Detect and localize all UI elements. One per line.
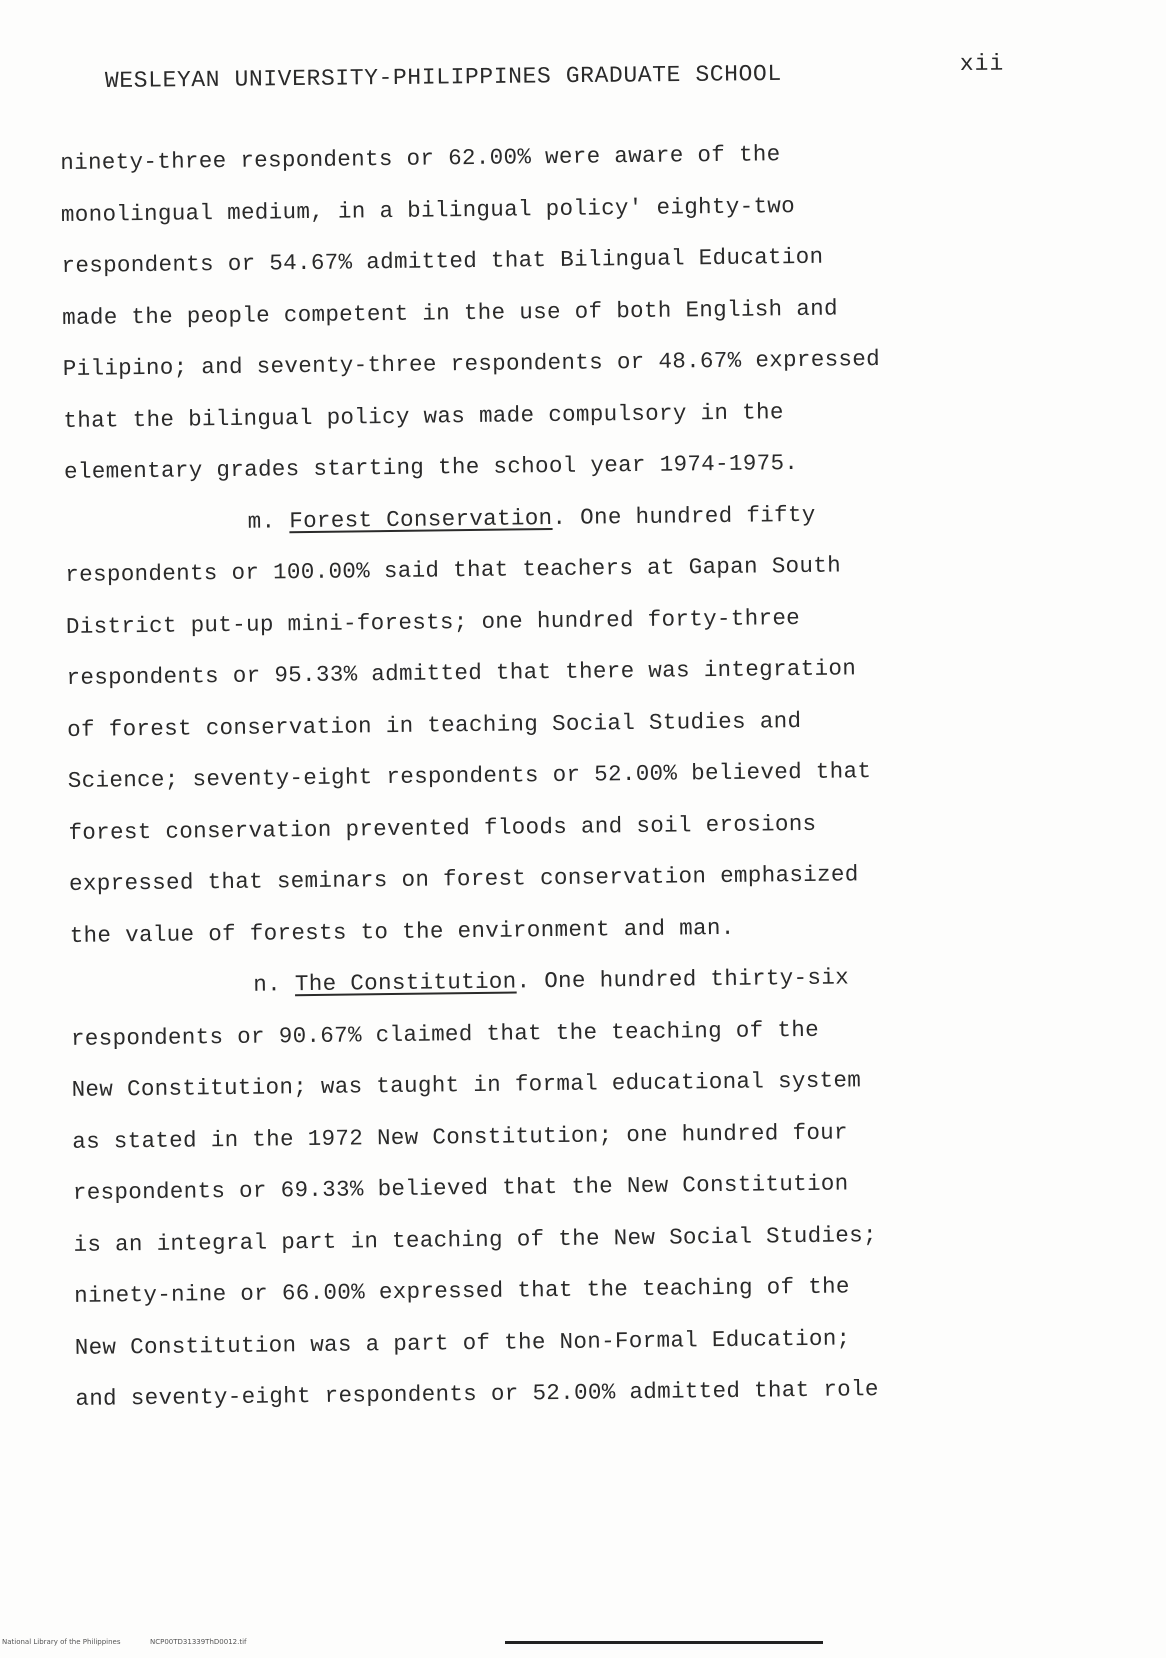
section-n-lead: . One hundred thirty-six	[516, 964, 850, 995]
text-line: as stated in the 1972 New Constitution; one hundred four	[72, 1118, 849, 1155]
text-line: Pilipino; and seventy-three respondents or 48.67% expressed	[62, 345, 881, 382]
text-line: made the people competent in the use of both English and	[62, 295, 839, 331]
text-line: respondents or 69.33% believed that the New Constitution	[72, 1170, 849, 1206]
text-line: monolingual medium, in a bilingual policy' eighty-two	[60, 192, 796, 228]
text-line: ninety-three respondents or 62.00% were aware of the	[60, 141, 781, 176]
section-n-heading: The Constitution	[294, 968, 517, 998]
footer-library-note: National Library of the Philippines	[2, 1638, 121, 1646]
page-number: xii	[959, 50, 1005, 78]
text-line: respondents or 100.00% said that teachers at Gapan South	[65, 552, 842, 588]
text-line: forest conservation prevented floods and soil erosions	[68, 810, 817, 846]
text-line: that the bilingual policy was made compulsory in the	[63, 398, 784, 434]
text-line: elementary grades starting the school year 1974-1975.	[63, 450, 799, 485]
text-line: New Constitution; was taught in formal educational system	[71, 1067, 862, 1103]
page-header	[104, 50, 1005, 108]
text-line: District put-up mini-forests; one hundred forty-three	[65, 604, 801, 640]
text-line: respondents or 95.33% admitted that there was integration	[66, 655, 857, 691]
footer-rule	[505, 1641, 823, 1644]
text-line: ninety-nine or 66.00% expressed that the teaching of the	[73, 1273, 850, 1309]
text-line: Science; seventy-eight respondents or 52.00% believed that	[67, 758, 872, 794]
text-line: New Constitution was a part of the Non-Formal Education;	[74, 1324, 851, 1361]
header-title: WESLEYAN UNIVERSITY-PHILIPPINES GRADUATE SCHOOL	[104, 60, 782, 94]
text-line: the value of forests to the environment and man.	[69, 914, 735, 949]
text-line: expressed that seminars on forest conservation emphasized	[68, 861, 859, 897]
text-line: of forest conservation in teaching Social Studies and	[67, 707, 802, 743]
text-line: respondents or 90.67% claimed that the teaching of the	[70, 1016, 820, 1052]
footer-file-code: NCP00TD31339ThD0012.tif	[150, 1638, 247, 1646]
text-line: is an integral part in teaching of the New Social Studies;	[73, 1221, 878, 1258]
text-line: respondents or 54.67% admitted that Bilingual Education	[61, 243, 824, 279]
body-text	[60, 127, 1006, 1426]
section-m-lead: . One hundred fifty	[552, 501, 816, 531]
section-n-letter: n.	[253, 971, 282, 998]
section-m-letter: m.	[247, 507, 276, 535]
section-m-heading: Forest Conservation	[289, 504, 553, 534]
text-line: and seventy-eight respondents or 52.00% admitted that role	[75, 1376, 879, 1412]
